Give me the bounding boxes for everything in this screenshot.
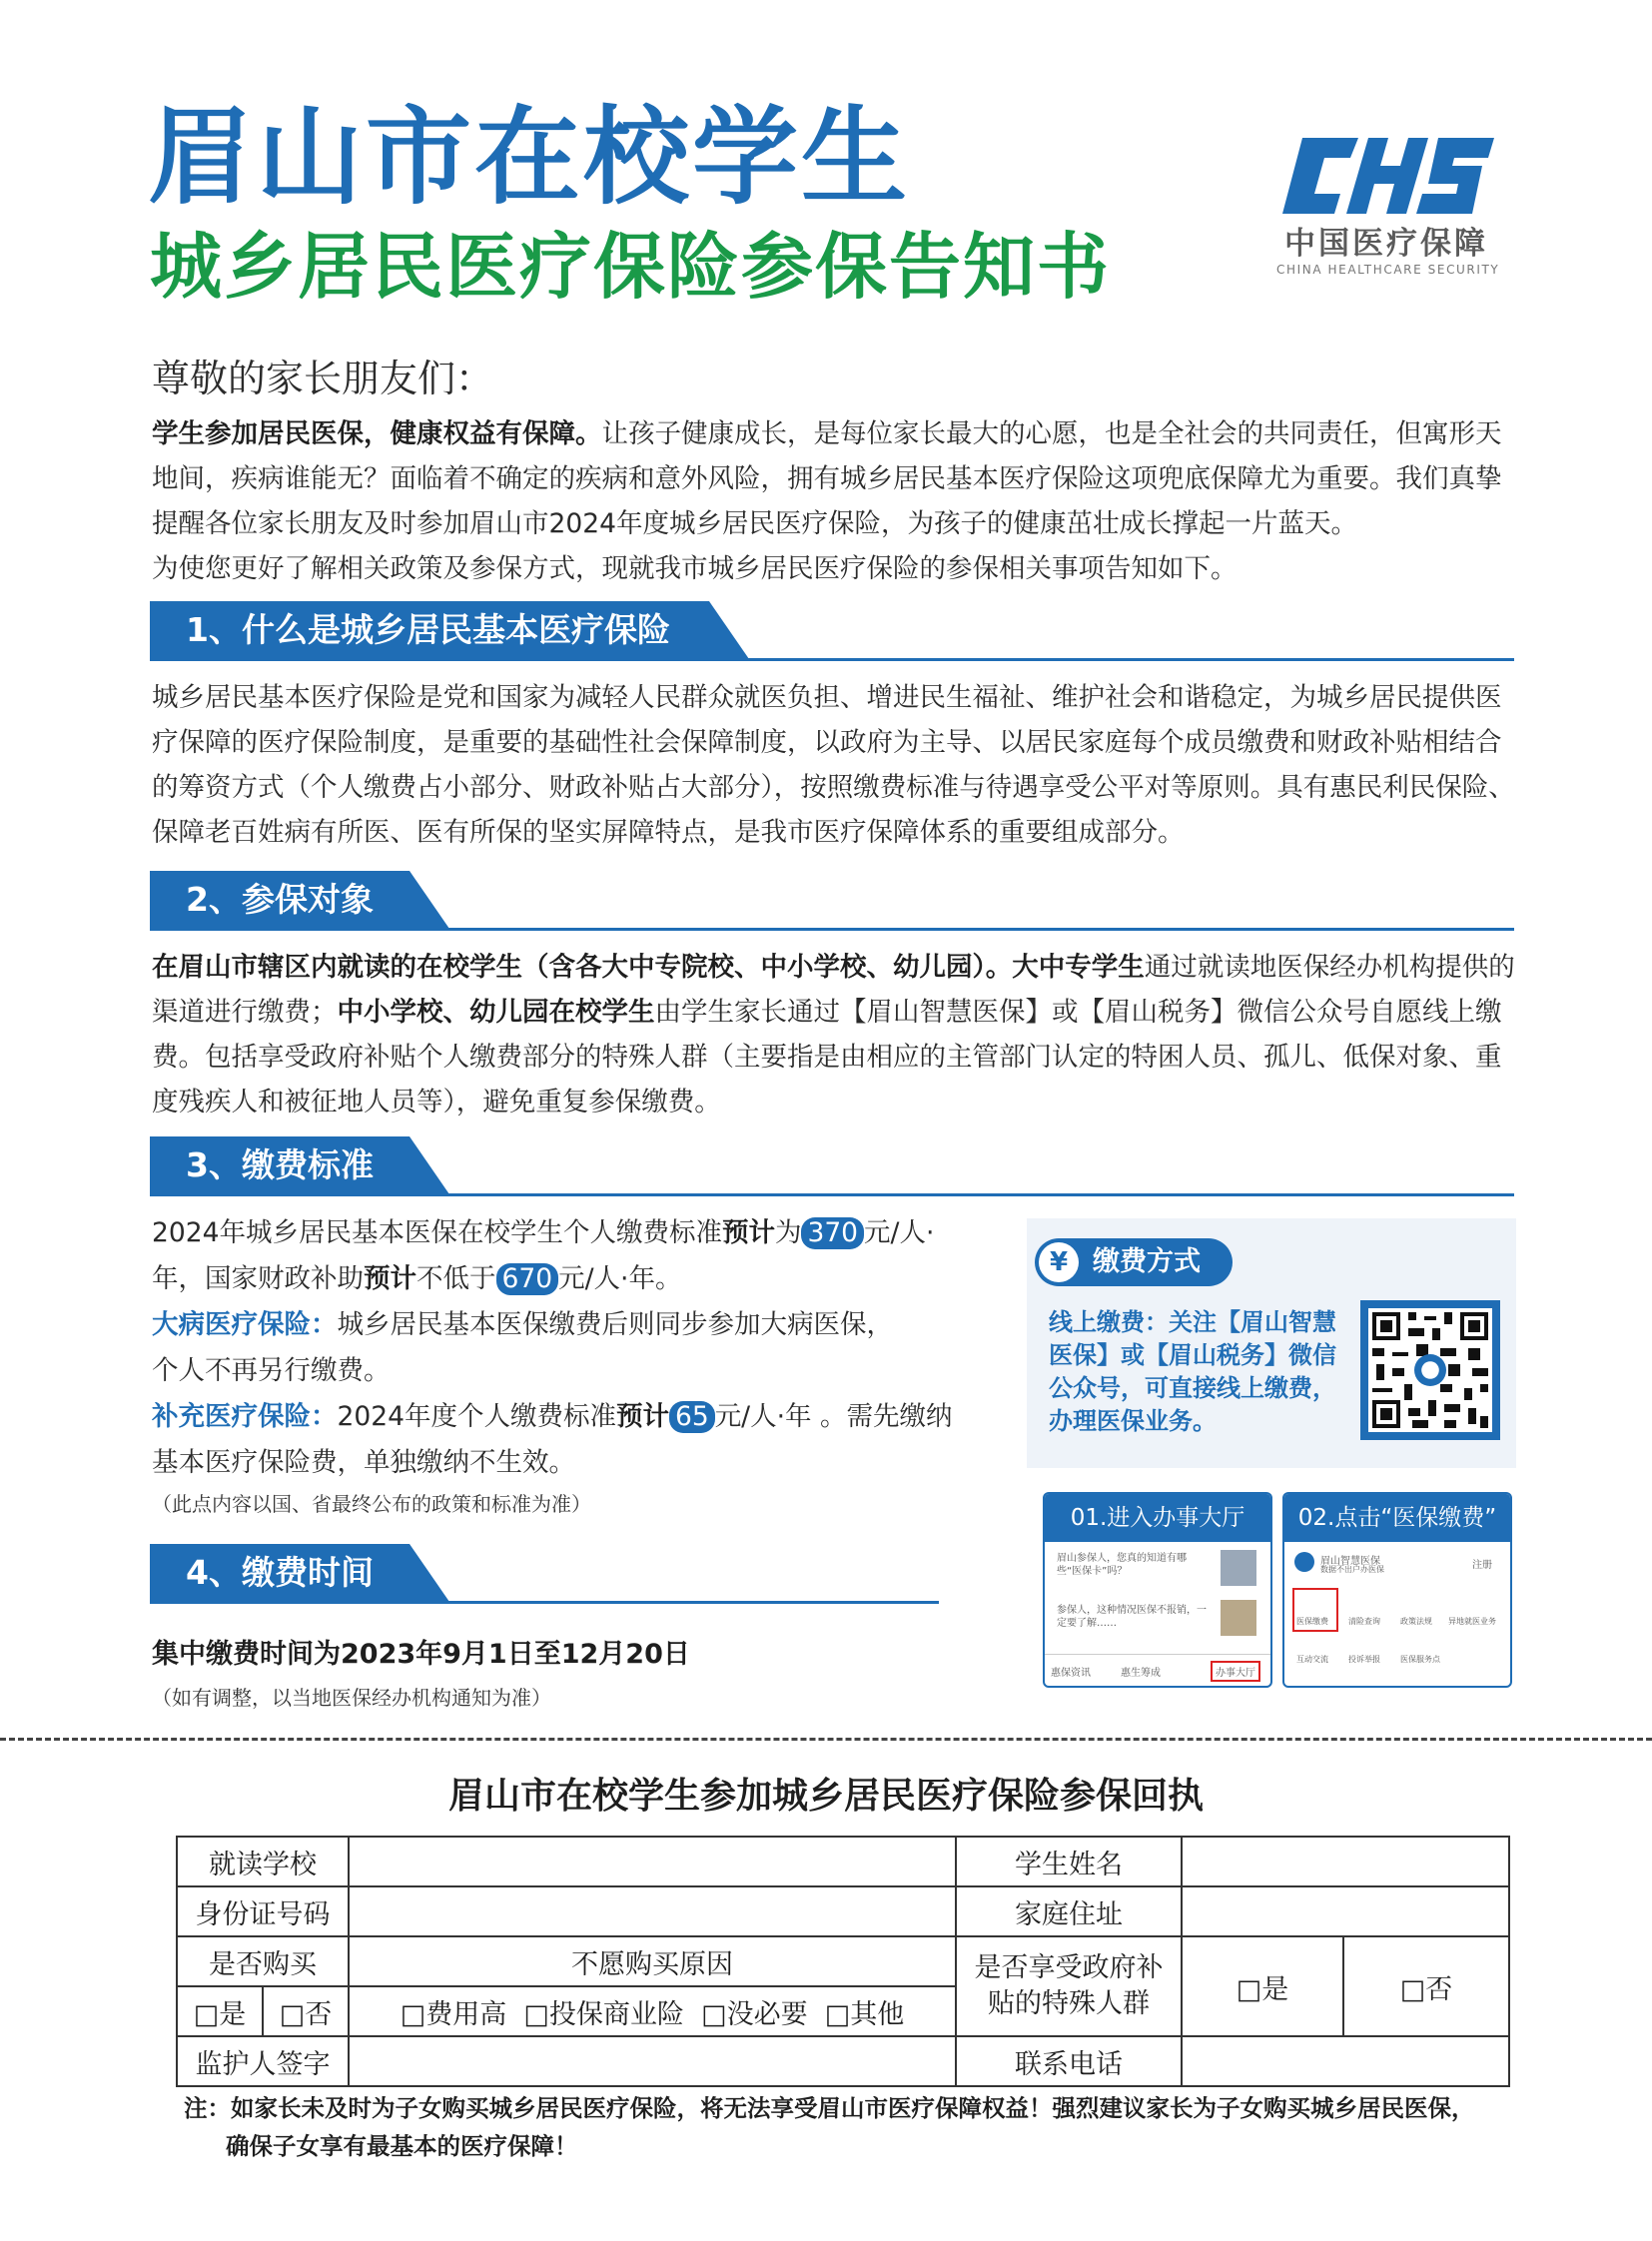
intro-lead: 学生参加居民医保，健康权益有保障。 [152, 418, 602, 449]
reason-cost-checkbox[interactable]: □费用高 [400, 1998, 507, 2030]
intro-line2: 为使您更好了解相关政策及参保方式，现就我市城乡居民医疗保险的参保相关事项告知如下。 [152, 553, 1238, 584]
greeting: 尊敬的家长朋友们： [152, 357, 494, 400]
buchong-text1a: 2024年度个人缴费标准 [337, 1401, 616, 1432]
s3-unit2: 元/人·年。 [558, 1263, 682, 1294]
step2-screenshot [1282, 1492, 1512, 1688]
reason-other-checkbox[interactable]: □其他 [824, 1998, 905, 2030]
step2-app-name: 眉山智慧医保 [1320, 1556, 1380, 1567]
step2-title: 02.点击“医保缴费” [1284, 1494, 1510, 1542]
payment-method-title [1035, 1238, 1233, 1286]
label-special-group: 是否享受政府补贴的特殊人群 [956, 1936, 1182, 2036]
label-buy: 是否购买 [177, 1936, 349, 1986]
intro-paragraph [152, 411, 1520, 591]
yuan-icon: ¥ [1039, 1242, 1079, 1282]
app-avatar-icon [1294, 1552, 1314, 1572]
section-3-title: 3、缴费标准 [186, 1145, 374, 1184]
buy-yes-checkbox[interactable]: □是 [177, 1986, 263, 2036]
payment-time-note: （如有调整，以当地医保经办机构通知为准） [152, 1686, 551, 1710]
phone-field[interactable] [1182, 2036, 1509, 2086]
payment-method-text: 线上缴费：关注【眉山智慧医保】或【眉山税务】微信公众号，可直接线上缴费，办理医保业务。 [1049, 1308, 1336, 1435]
grid-item[interactable]: 政策法规 [1400, 1617, 1432, 1626]
section-1-header [150, 601, 1514, 659]
section-2-text [152, 945, 1520, 1124]
reasons-cell [349, 1986, 956, 2036]
grid-item[interactable]: 投诉举报 [1348, 1655, 1380, 1664]
grid-item[interactable]: 清险查询 [1348, 1617, 1380, 1626]
grid-item[interactable]: 异地就医业务 [1448, 1617, 1496, 1626]
section-2-title: 2、参保对象 [186, 880, 374, 919]
main-title: 眉山市在校学生 [148, 96, 910, 219]
reason-unnecessary-checkbox[interactable]: □没必要 [701, 1998, 808, 2030]
section-3-text [152, 1210, 971, 1486]
student-name-field[interactable] [1182, 1837, 1509, 1886]
s3-line2b: 不低于 [416, 1263, 496, 1294]
label-phone: 联系电话 [956, 2036, 1182, 2086]
step1-screenshot [1043, 1492, 1272, 1688]
thumbnail-image [1221, 1550, 1256, 1586]
dabing-label: 大病医疗保险： [152, 1309, 338, 1340]
step1-menu-bar [1045, 1654, 1270, 1687]
school-field[interactable] [349, 1837, 956, 1886]
label-student-name: 学生姓名 [956, 1837, 1182, 1886]
buchong-text1b: 元/人·年 。需先缴纳 [714, 1401, 953, 1432]
buchong-label: 补充医疗保险： [152, 1401, 338, 1432]
s3-line1b: 为 [774, 1217, 802, 1248]
sub-title: 城乡居民医疗保险参保告知书 [150, 225, 1112, 309]
label-id-number: 身份证号码 [177, 1886, 349, 1936]
receipt-title: 眉山市在校学生参加城乡居民医疗保险参保回执 [447, 1776, 1204, 1817]
menu-item[interactable]: 惠保资讯 [1051, 1668, 1091, 1679]
step1-msg2: 参保人，这种情况医保不报销，一定要了解…… [1057, 1605, 1207, 1629]
amount-370-badge: 370 [801, 1217, 864, 1249]
address-field[interactable] [1182, 1886, 1509, 1936]
footer-note-line1: 注：如家长未及时为子女购买城乡居民医疗保险，将无法享受眉山市医疗保障权益！强烈建议家长为子女购买城乡居民医保， [184, 2094, 1475, 2122]
step1-title: 01.进入办事大厅 [1045, 1494, 1270, 1542]
s2-text-2: 通过就读地医保经办机构提供的渠道进行缴费； [152, 952, 1515, 1028]
special-yes-checkbox[interactable]: □是 [1182, 1936, 1343, 2036]
label-reason: 不愿购买原因 [349, 1936, 956, 1986]
guardian-signature-field[interactable] [349, 2036, 956, 2086]
s3-predict-2: 预计 [364, 1263, 416, 1294]
step2-app-sub: 数据不出户办医保 [1320, 1565, 1384, 1574]
dabing-text1: 城乡居民基本医保缴费后则同步参加大病医保， [337, 1309, 893, 1340]
amount-65-badge: 65 [669, 1401, 715, 1433]
step2-login[interactable]: 注册 [1472, 1560, 1492, 1571]
grid-item[interactable]: 互动交流 [1296, 1655, 1328, 1664]
dabing-text2: 个人不再另行缴费。 [152, 1355, 391, 1386]
menu-item-office-hall[interactable]: 办事大厅 [1211, 1661, 1260, 1682]
special-no-checkbox[interactable]: □否 [1343, 1936, 1509, 2036]
payment-time: 集中缴费时间为2023年9月1日至12月20日 [152, 1639, 690, 1670]
s2-bold-3: 中小学校、幼儿园在校学生 [337, 997, 655, 1028]
receipt-form [176, 1836, 1510, 2087]
chs-logo [1276, 136, 1500, 277]
label-address: 家庭住址 [956, 1886, 1182, 1936]
reason-commercial-checkbox[interactable]: □投保商业险 [523, 1998, 684, 2030]
section-4-header [150, 1544, 939, 1602]
menu-item[interactable]: 惠生筹成 [1121, 1668, 1161, 1679]
s3-predict-1: 预计 [721, 1217, 775, 1248]
s2-bold-2: 大中专学生 [1012, 952, 1145, 983]
qr-code[interactable] [1360, 1300, 1500, 1440]
section-4-title: 4、缴费时间 [186, 1553, 374, 1592]
s3-unit1: 元/人· [864, 1217, 935, 1248]
amount-670-badge: 670 [496, 1263, 559, 1295]
cut-line [0, 1738, 1652, 1741]
buy-no-checkbox[interactable]: □否 [263, 1986, 349, 2036]
section-2-header [150, 871, 1514, 929]
label-school: 就读学校 [177, 1837, 349, 1886]
section-1-title: 1、什么是城乡居民基本医疗保险 [186, 610, 670, 649]
s3-line1a: 2024年城乡居民基本医保在校学生个人缴费标准 [152, 1217, 722, 1248]
logo-text-cn: 中国医疗保障 [1284, 226, 1488, 262]
s3-line2a: 年，国家财政补助 [152, 1263, 364, 1294]
section-1-text: 城乡居民基本医疗保险是党和国家为减轻人民群众就医负担、增进民生福祉、维护社会和谐稳定，为城乡居民提供医疗保障的医疗保险制度，是重要的基础性社会保障制度，以政府为主导、以居民家庭每个成员缴费和财政补贴相结合的筹资方式（个人缴费占小部分、财政补贴占大部分），按照缴费标准与待遇享受公平对等原则。具有惠民利民保险、保障老百姓病有所医、医有所保的坚实屏障特点，是我市医疗保障体系的重要组成部分。 [152, 682, 1515, 848]
thumbnail-image [1221, 1600, 1256, 1636]
chs-logo-mark-icon [1276, 136, 1496, 216]
intro-body: 让孩子健康成长，是每位家长最大的心愿，也是全社会的共同责任，但寓形天地间，疾病谁能无？面临着不确定的疾病和意外风险，拥有城乡居民基本医疗保险这项兜底保障尤为重要。我们真挚提醒各位家长朋友及时参加眉山市2024年度城乡居民医疗保险，为孩子的健康茁壮成长撑起一片蓝天。 [152, 418, 1502, 539]
payment-title-text: 缴费方式 [1093, 1246, 1201, 1277]
s2-text-3: 由学生家长通过【眉山智慧医保】或【眉山税务】微信公众号自愿线上缴费。包括享受政府补贴个人缴费部分的特殊人群（主要指是由相应的主管部门认定的特困人员、孤儿、低保对象、重度残疾人和被征地人员等），避免重复参保缴费。 [152, 997, 1502, 1118]
section-3-header [150, 1136, 1514, 1194]
footer-note-line2: 确保子女享有最基本的医疗保障！ [226, 2132, 578, 2160]
step1-msg1: 眉山参保人，您真的知道有哪些“医保卡”吗？ [1057, 1553, 1187, 1577]
id-number-field[interactable] [349, 1886, 956, 1936]
buchong-text2: 基本医疗保险费，单独缴纳不生效。 [152, 1447, 575, 1478]
s2-bold-1: 在眉山市辖区内就读的在校学生（含各大中专院校、中小学校、幼儿园）。 [152, 952, 1013, 983]
s3-predict-3: 预计 [615, 1401, 669, 1432]
logo-text-en: CHINA HEALTHCARE SECURITY [1276, 263, 1500, 277]
s3-note: （此点内容以国、省最终公布的政策和标准为准） [152, 1492, 591, 1516]
footer-note [184, 2089, 1522, 2165]
label-guardian: 监护人签字 [177, 2036, 349, 2086]
qr-code-icon [1368, 1308, 1492, 1432]
grid-item-medical-payment[interactable]: 医保缴费 [1296, 1617, 1328, 1626]
grid-item[interactable]: 医保服务点 [1400, 1655, 1440, 1664]
